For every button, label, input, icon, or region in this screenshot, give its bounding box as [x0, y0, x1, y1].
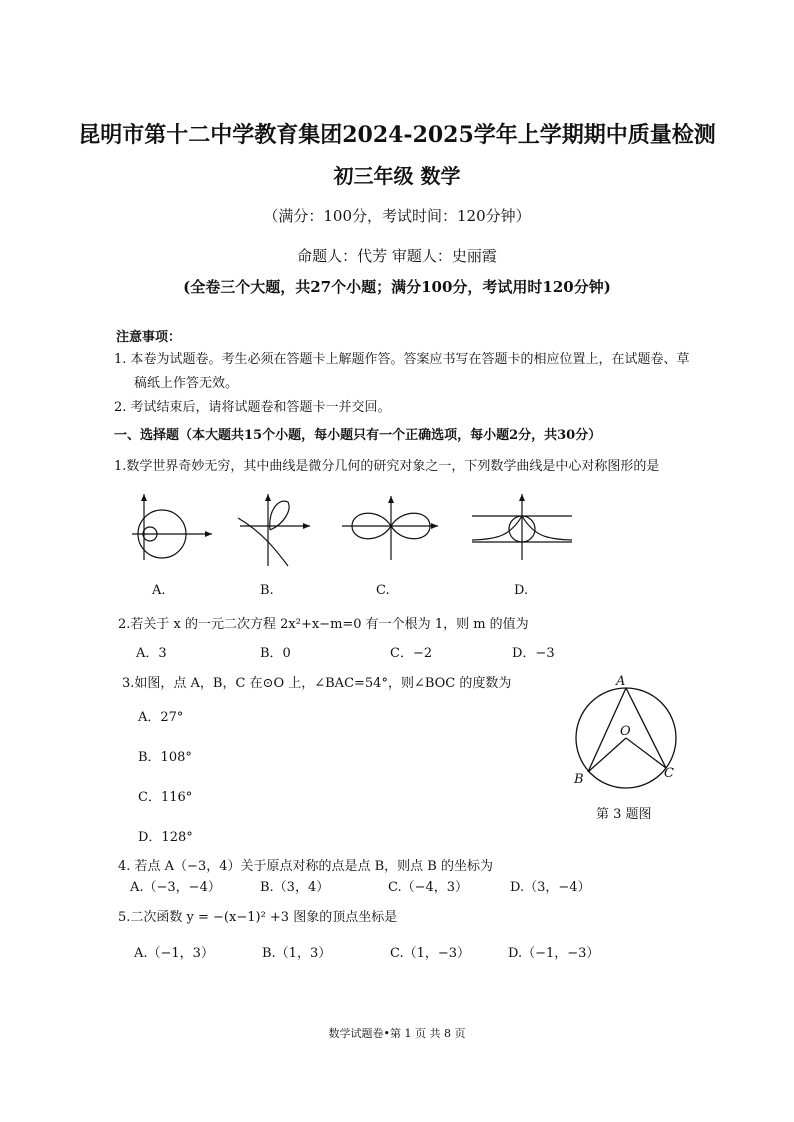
q2-option-d: D．−3 — [512, 646, 555, 661]
q1-option-b: B. — [260, 583, 274, 598]
q2-option-c: C．−2 — [390, 646, 433, 661]
q3-label-c: C — [664, 766, 674, 781]
q1-figure-b — [232, 488, 314, 568]
q1-figure-c — [340, 492, 442, 562]
notes-heading: 注意事项： — [116, 330, 182, 345]
question-4-stem: 4. 若点 A（−3，4）关于原点对称的点是点 B，则点 B 的坐标为 — [118, 859, 493, 874]
page-footer: 数学试题卷•第 1 页 共 8 页 — [328, 1027, 466, 1040]
question-2-stem: 2.若关于 x 的一元二次方程 2x²+x−m=0 有一个根为 1，则 m 的值为 — [118, 617, 529, 632]
q3-option-a: A．27° — [138, 710, 184, 725]
q3-label-b: B — [574, 772, 584, 787]
q1-option-a: A. — [152, 583, 166, 598]
q3-label-o: O — [620, 724, 631, 739]
q1-figure-d — [468, 490, 576, 562]
q3-figure-caption: 第 3 题图 — [596, 807, 652, 822]
exam-subtitle: 初三年级 数学 — [333, 164, 461, 188]
q2-option-a: A．3 — [136, 646, 167, 661]
q4-option-d: D.（3，−4） — [510, 880, 591, 895]
notes-item-2: 2. 考试结束后，请将试题卷和答题卡一并交回。 — [114, 400, 391, 415]
q3-label-a: A — [616, 674, 626, 689]
question-3-stem: 3.如图，点 A，B，C 在⊙O 上，∠BAC=54°，则∠BOC 的度数为 — [122, 676, 512, 691]
q1-option-d: D. — [514, 583, 529, 598]
q3-option-c: C．116° — [138, 790, 193, 805]
q3-option-d: D．128° — [138, 830, 193, 845]
notes-item-1: 1. 本卷为试题卷。考生必须在答题卡上解题作答。答案应书写在答题卡的相应位置上，在试题卷、草 — [114, 352, 690, 367]
exam-title: 昆明市第十二中学教育集团2024-2025学年上学期期中质量检测 — [78, 122, 716, 148]
exam-summary: (全卷三个大题，共27个小题；满分100分，考试用时120分钟) — [183, 278, 611, 296]
q3-option-b: B．108° — [138, 750, 192, 765]
section-1-heading: 一、选择题（本大题共15个小题，每小题只有一个正确选项，每小题2分，共30分） — [114, 428, 602, 443]
score-info: （满分：100分，考试时间：120分钟） — [263, 207, 531, 225]
question-5-stem: 5.二次函数 y = −(x−1)² +3 图象的顶点坐标是 — [118, 910, 398, 925]
q1-option-c: C. — [376, 583, 390, 598]
authors-line: 命题人：代芳 审题人：史丽霞 — [297, 247, 497, 265]
q5-option-b: B.（1，3） — [262, 946, 332, 961]
notes-item-1-cont: 稿纸上作答无效。 — [134, 376, 239, 391]
q5-option-c: C.（1，−3） — [390, 946, 471, 961]
q5-option-a: A.（−1，3） — [134, 946, 214, 961]
q5-option-d: D.（−1，−3） — [508, 946, 600, 961]
q2-option-b: B．0 — [260, 646, 291, 661]
q1-figure-a — [128, 490, 220, 562]
question-1-stem: 1.数学世界奇妙无穷，其中曲线是微分几何的研究对象之一，下列数学曲线是中心对称图形的是 — [114, 459, 660, 474]
q4-option-a: A.（−3，−4） — [130, 880, 221, 895]
q4-option-b: B.（3，4） — [260, 880, 330, 895]
q4-option-c: C.（−4，3） — [388, 880, 469, 895]
